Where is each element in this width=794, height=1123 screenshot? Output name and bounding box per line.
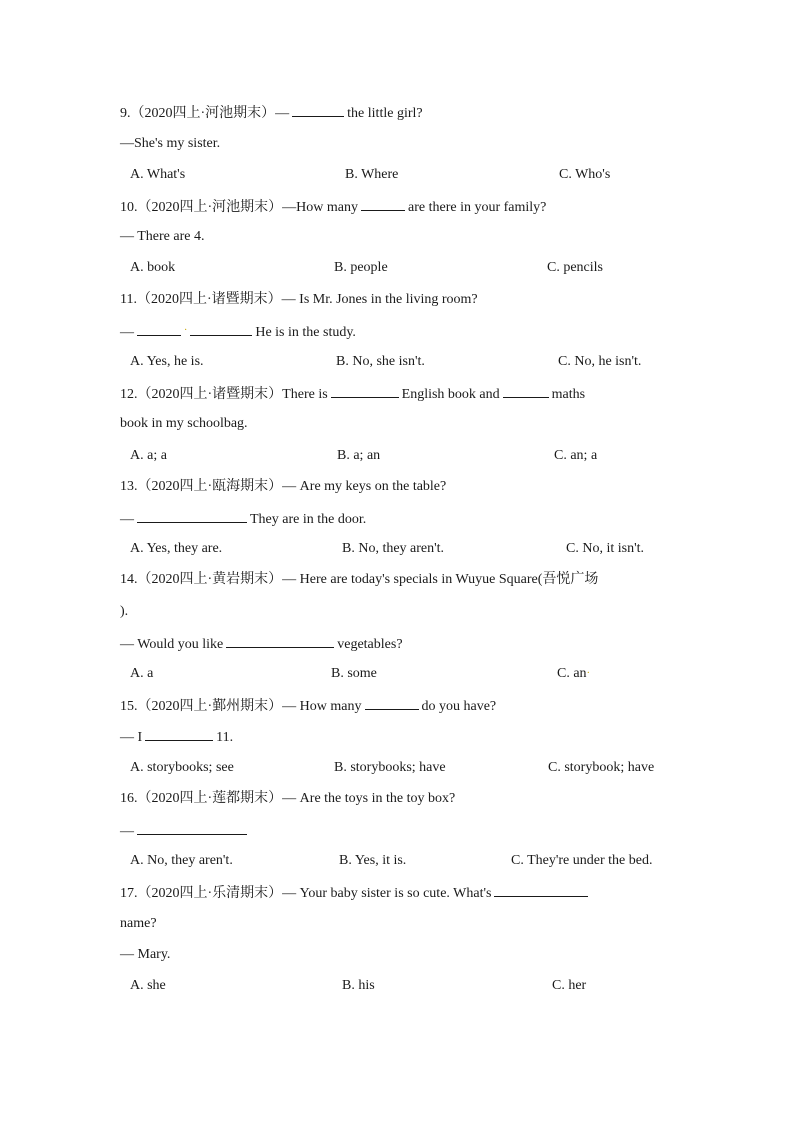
editor-mark: · — [184, 325, 188, 336]
question-number: 11. — [120, 292, 137, 307]
question-9-stem — [120, 102, 680, 122]
option-b: B. No, they aren't. — [342, 541, 445, 556]
option-a: A. storybooks; see — [130, 760, 234, 775]
question-15-stem — [120, 695, 680, 715]
editor-mark: · — [586, 668, 590, 679]
question-14-options — [120, 664, 680, 684]
question-text: do you have? — [421, 699, 497, 714]
question-17-stem — [120, 882, 680, 902]
option-b: B. some — [331, 666, 377, 681]
question-number: 15. — [120, 699, 138, 714]
question-15-options — [120, 758, 680, 778]
question-text: the little girl? — [347, 106, 423, 121]
question-12-stem-cont: book in my schoolbag. — [120, 416, 248, 431]
answer-text: They are in the door. — [250, 512, 367, 527]
question-source: （2020四上·诸暨期末） — [136, 292, 282, 307]
option-c — [557, 664, 590, 684]
question-source: （2020四上·瓯海期末） — [137, 479, 283, 494]
option-a: A. Yes, he is. — [130, 354, 204, 369]
answer-text: He is in the study. — [255, 325, 356, 340]
option-a: A. What's — [130, 167, 186, 182]
question-text: —How many — [282, 200, 358, 215]
question-text: — Here are today's specials in Wuyue Square(吾悦广场 — [282, 572, 599, 587]
question-10-stem — [120, 196, 680, 216]
question-text: There is — [282, 387, 328, 402]
option-b: B. Where — [345, 167, 399, 182]
answer-blank — [145, 726, 213, 741]
option-a: A. Yes, they are. — [130, 541, 223, 556]
answer-text: — Would you like — [120, 637, 224, 652]
question-12-stem — [120, 383, 680, 403]
question-14-stem-cont: ). — [120, 604, 129, 619]
option-a: A. book — [130, 260, 176, 275]
question-source: （2020四上·河池期末） — [137, 200, 283, 215]
answer-blank — [137, 321, 181, 336]
answer-blank — [292, 102, 344, 117]
question-13-stem — [120, 477, 680, 497]
question-13-answer — [120, 508, 680, 528]
answer-blank — [365, 695, 419, 710]
option-a: A. No, they aren't. — [130, 853, 233, 868]
option-a: A. a; a — [130, 448, 167, 463]
option-c: C. Who's — [559, 167, 611, 182]
answer-blank — [137, 508, 247, 523]
option-a: A. a — [130, 666, 154, 681]
option-c: C. No, he isn't. — [558, 354, 642, 369]
answer-blank — [226, 633, 334, 648]
option-b: B. No, she isn't. — [336, 354, 425, 369]
question-text: — Your baby sister is so cute. What's — [282, 886, 492, 901]
question-14-stem — [120, 570, 680, 590]
question-16-stem — [120, 789, 680, 809]
answer-text: vegetables? — [337, 637, 403, 652]
option-b: B. a; an — [337, 448, 381, 463]
answer-blank — [494, 882, 588, 897]
option-c-text: C. an — [557, 666, 587, 681]
question-text: — — [275, 106, 290, 121]
question-text: — How many — [282, 699, 362, 714]
question-14-answer — [120, 633, 680, 653]
question-9-options — [120, 165, 680, 185]
option-b: B. storybooks; have — [334, 760, 446, 775]
answer-blank — [503, 383, 549, 398]
question-11-stem — [120, 290, 680, 310]
question-16-answer — [120, 820, 680, 840]
question-source: （2020四上·诸暨期末） — [137, 387, 283, 402]
answer-text: — — [120, 824, 134, 839]
question-number: 17. — [120, 886, 138, 901]
option-a: A. she — [130, 978, 166, 993]
question-number: 10. — [120, 200, 138, 215]
question-12-options — [120, 446, 680, 466]
option-b: B. Yes, it is. — [339, 853, 407, 868]
question-10-options — [120, 258, 680, 278]
question-11-options — [120, 352, 680, 372]
question-number: 13. — [120, 479, 138, 494]
question-13-options — [120, 539, 680, 559]
question-10-answer: — There are 4. — [120, 229, 205, 244]
question-number: 14. — [120, 572, 138, 587]
answer-blank — [331, 383, 399, 398]
option-c: C. No, it isn't. — [566, 541, 644, 556]
question-source: （2020四上·鄞州期末） — [137, 699, 283, 714]
answer-text: — I — [120, 730, 143, 745]
question-source: （2020四上·黄岩期末） — [137, 572, 283, 587]
option-b: B. his — [342, 978, 375, 993]
question-17-options — [120, 976, 680, 996]
question-source: （2020四上·河池期末） — [130, 106, 276, 121]
question-17-answer: — Mary. — [120, 947, 171, 962]
answer-text: 11. — [216, 730, 234, 745]
question-number: 12. — [120, 387, 138, 402]
answer-text: — — [120, 325, 134, 340]
question-text: are there in your family? — [408, 200, 547, 215]
answer-text: — — [120, 512, 134, 527]
option-c: C. storybook; have — [548, 760, 655, 775]
question-text: — Are the toys in the toy box? — [282, 791, 456, 806]
option-c: C. her — [552, 978, 587, 993]
question-number: 9. — [120, 106, 131, 121]
option-c: C. pencils — [547, 260, 603, 275]
question-16-options — [120, 851, 680, 871]
option-c: C. They're under the bed. — [511, 853, 653, 868]
question-text: — Are my keys on the table? — [282, 479, 447, 494]
question-number: 16. — [120, 791, 138, 806]
question-text: — Is Mr. Jones in the living room? — [281, 292, 478, 307]
question-source: （2020四上·莲都期末） — [137, 791, 283, 806]
question-17-stem-cont: name? — [120, 916, 157, 931]
answer-blank — [190, 321, 252, 336]
question-source: （2020四上·乐清期末） — [137, 886, 283, 901]
option-c: C. an; a — [554, 448, 598, 463]
question-text: English book and — [401, 387, 500, 402]
answer-blank — [361, 196, 405, 211]
question-9-answer: —She's my sister. — [120, 136, 221, 151]
answer-blank — [137, 820, 247, 835]
question-text: maths — [551, 387, 586, 402]
option-b: B. people — [334, 260, 388, 275]
question-15-answer — [120, 726, 680, 746]
question-11-answer — [120, 321, 680, 341]
